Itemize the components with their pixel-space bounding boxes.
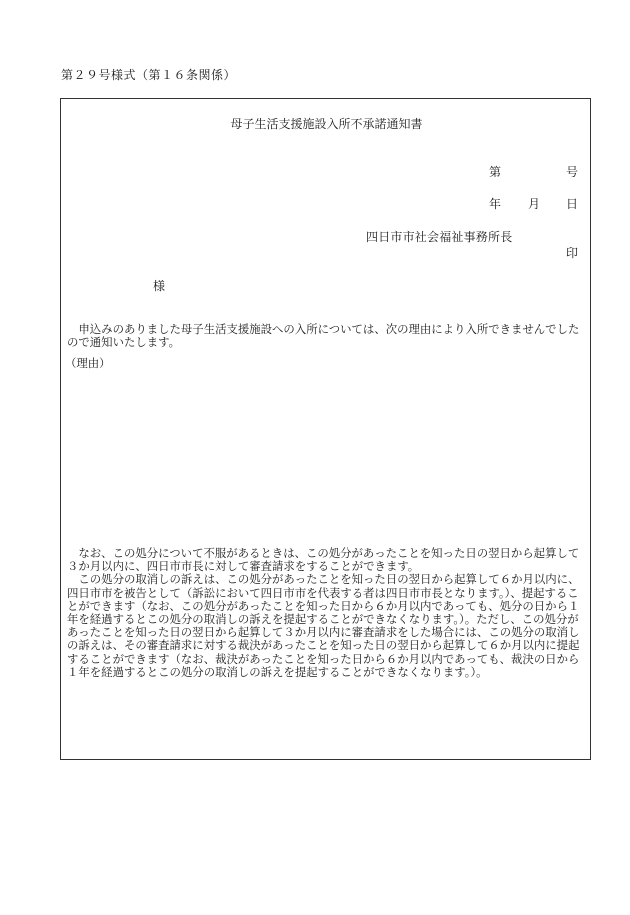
reason-label: （理由） <box>65 356 111 370</box>
issuer-name: 四日市市社会福祉事務所長 <box>366 230 513 244</box>
date-year: 年 <box>489 197 502 211</box>
notice-section <box>67 547 587 679</box>
recipient-honorific: 様 <box>153 279 166 293</box>
intro-text: 申込みのありました母子生活支援施設への入所については、次の理由により入所できませんでしたので通知いたします。 <box>67 322 580 350</box>
seal-mark: 印 <box>566 246 579 260</box>
doc-number-dai: 第 <box>489 165 502 179</box>
doc-number-go: 号 <box>566 165 579 179</box>
date-month: 月 <box>528 197 541 211</box>
notice-lawsuit: この処分の取消しの訴えは、この処分があったことを知った日の翌日から起算して６か月以内に、四日市市を被告として（訴訟において四日市市を代表する者は四日市市長となります。）、提起することができます（なお、この処分があったことを知った日から６か月以内であっても、処分の日から１年を経過するとこの処分の取消しの訴えを提起することができなくなります。）。ただし、この処分があったことを知った日の翌日から起算して３か月以内に審査請求をした場合には、この処分の取消しの訴えは、その審査請求に対する裁決があったことを知った日の翌日から起算して６か月以内に提起することができます（なお、裁決があったことを知った日から６か月以内であっても、裁決の日から１年を経過するとこの処分の取消しの訴えを提起することができなくなります。）。 <box>67 572 580 679</box>
notice-frame <box>60 98 591 760</box>
date-day: 日 <box>566 197 579 211</box>
notice-appeal: なお、この処分について不服があるときは、この処分があったことを知った日の翌日から起算して３か月以内に、四日市市長に対して審査請求をすることができます。 <box>67 546 580 574</box>
form-number: 第２９号様式（第１６条関係） <box>61 68 237 82</box>
document-title: 母子生活支援施設入所不承諾通知書 <box>230 117 423 131</box>
intro-paragraph <box>67 323 587 349</box>
